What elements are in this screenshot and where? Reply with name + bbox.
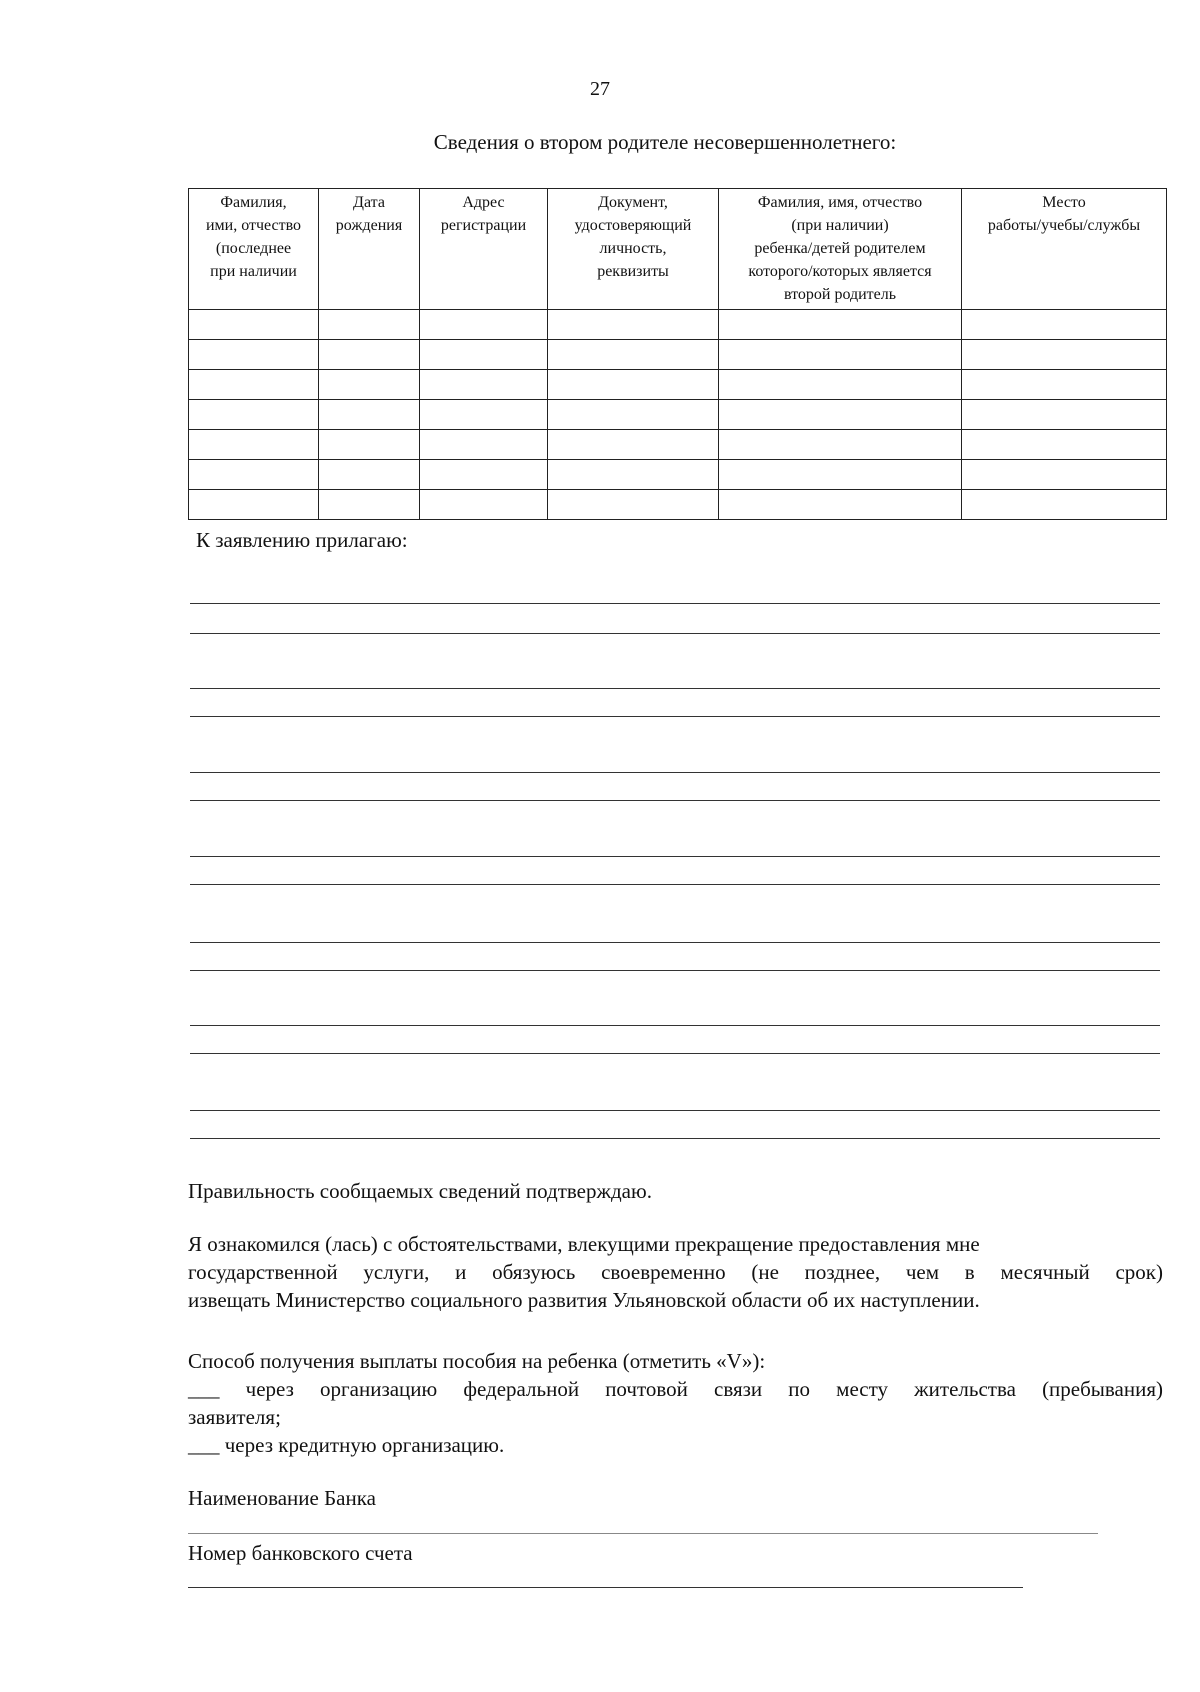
bank-name-field[interactable] [188,1533,1098,1534]
header-children-names: Фамилия, имя, отчество (при наличии) ребенка/детей родителем которого/которых является второй родитель [719,189,962,310]
attachment-line[interactable] [190,1053,1160,1054]
table-cell[interactable] [319,460,420,490]
header-workplace: Место работы/учебы/службы [962,189,1167,310]
attachment-line[interactable] [190,603,1160,604]
table-cell[interactable] [420,400,548,430]
table-cell[interactable] [420,370,548,400]
table-cell[interactable] [719,490,962,520]
attachments-label: К заявлению прилагаю: [196,528,408,552]
attachment-line[interactable] [190,800,1160,801]
table-cell[interactable] [962,340,1167,370]
table-row [189,310,1167,340]
table-cell[interactable] [189,490,319,520]
attachment-line[interactable] [190,970,1160,971]
table-cell[interactable] [420,490,548,520]
attachment-line[interactable] [190,688,1160,689]
table-cell[interactable] [719,340,962,370]
table-cell[interactable] [719,430,962,460]
attachment-line[interactable] [190,884,1160,885]
attachment-line[interactable] [190,716,1160,717]
attachment-line[interactable] [190,942,1160,943]
attachment-line[interactable] [190,772,1160,773]
table-cell[interactable] [420,460,548,490]
table-row [189,370,1167,400]
table-row [189,490,1167,520]
payment-method-title: Способ получения выплаты пособия на ребенка (отметить «V»): [188,1349,766,1373]
header-registration-address: Адрес регистрации [420,189,548,310]
table-cell[interactable] [189,430,319,460]
attachment-line[interactable] [190,633,1160,634]
payment-method-section [188,1347,1163,1459]
table-cell[interactable] [319,310,420,340]
table-cell[interactable] [719,370,962,400]
table-cell[interactable] [189,310,319,340]
table-cell[interactable] [319,340,420,370]
table-cell[interactable] [962,310,1167,340]
table-cell[interactable] [420,430,548,460]
table-cell[interactable] [962,430,1167,460]
table-cell[interactable] [962,400,1167,430]
table-cell[interactable] [962,490,1167,520]
payment-option-bank[interactable]: ___ через кредитную организацию. [188,1433,505,1457]
payment-option-post-cont: заявителя; [188,1405,281,1429]
account-number-label: Номер банковского счета [188,1541,413,1565]
table-cell[interactable] [962,460,1167,490]
attachment-line[interactable] [190,1025,1160,1026]
table-cell[interactable] [189,400,319,430]
attachment-line[interactable] [190,856,1160,857]
table-cell[interactable] [719,460,962,490]
table-cell[interactable] [548,490,719,520]
acknowledgement-text: Я ознакомился (лась) с обстоятельствами, влекущими прекращение предоставления мне государственной услуги, и обязуюсь своевременно (не позднее, чем в месячный срок) извещать Министерство социального развития Ульяновской области об их наступлении. [188,1232,1163,1312]
table-cell[interactable] [319,400,420,430]
table-cell[interactable] [548,310,719,340]
table-cell[interactable] [719,400,962,430]
table-cell[interactable] [319,430,420,460]
table-cell[interactable] [319,490,420,520]
page-number: 27 [590,78,610,100]
confirmation-text: Правильность сообщаемых сведений подтверждаю. [188,1179,652,1203]
header-identity-document: Документ, удостоверяющий личность, реквизиты [548,189,719,310]
table-cell[interactable] [719,310,962,340]
table-cell[interactable] [548,370,719,400]
table-cell[interactable] [189,340,319,370]
table-cell[interactable] [548,400,719,430]
table-cell[interactable] [548,340,719,370]
header-birth-date: Дата рождения [319,189,420,310]
table-cell[interactable] [420,340,548,370]
section-title: Сведения о втором родителе несовершеннолетнего: [433,130,897,154]
table-cell[interactable] [189,370,319,400]
table-cell[interactable] [319,370,420,400]
table-cell[interactable] [548,430,719,460]
table-cell[interactable] [962,370,1167,400]
table-row [189,460,1167,490]
table-cell[interactable] [189,460,319,490]
attachment-line[interactable] [190,1138,1160,1139]
table-cell[interactable] [548,460,719,490]
account-number-field[interactable] [188,1587,1023,1588]
header-full-name: Фамилия, ими, отчество (последнее при наличии [189,189,319,310]
bank-name-label: Наименование Банка [188,1486,376,1510]
attachment-line[interactable] [190,1110,1160,1111]
second-parent-table [188,188,1167,520]
table-cell[interactable] [420,310,548,340]
table-header-row [189,189,1167,310]
table-row [189,340,1167,370]
table-row [189,400,1167,430]
table-row [189,430,1167,460]
payment-option-post[interactable]: ___ через организацию федеральной почтовой связи по месту жительства (пребывания) [188,1377,1163,1401]
